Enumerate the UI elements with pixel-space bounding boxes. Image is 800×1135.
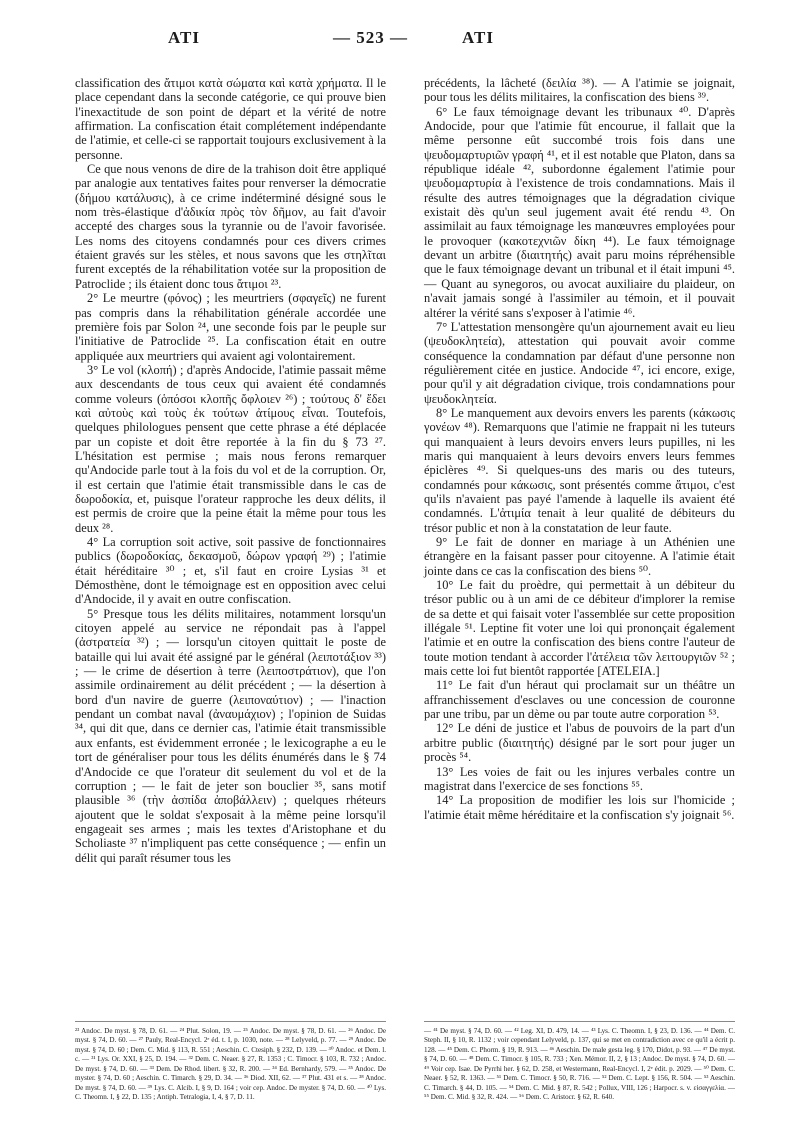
right-paragraph-2: 6° Le faux témoignage devant les tribunaux ⁴⁰. D'après Andocide, pour que l'atimie fût encourue, il fallait que la même personne eût succombé trois fois dans une ψευδομαρτυριῶν γραφή ⁴¹, et il est notable que Platon, dans sa république idéale ⁴², subordonne également l'atimie pour ψευδομαρτυρία à l'existence de trois condamnations. Mais il résulte des autres témoignages que la dégradation civique existait dès qu'un seul jugement avait été rendu ⁴³. On assimilait au faux témoignage les manœuvres employées pour le provoquer (κακοτεχνιῶν δίκη ⁴⁴). Le faux témoignage devant un arbitre (διαιτητής) avait paru moins répréhensible que le faux témoignage devant un tribunal et il était impuni ⁴⁵. — Quant au synegoros, ou avocat auxiliaire du plaideur, on n'avait jamais songé à l'assimiler au témoin, et il pouvait altérer la vérité sans s'exposer à l'atimie ⁴⁶. bbox=[424, 104, 735, 320]
left-paragraph-6: 5° Presque tous les délits militaires, notamment lorsqu'un citoyen appelé au service ne répondait pas à l'appel (ἀστρατεία ³²) ; — lorsqu'un citoyen quittait le poste de bataille qui lui avait été assigné par le général (λειποτάξιον ³³) ; — le crime de désertion à terre (λειποστράτιον), que l'on assimile ordinairement au délit précédent ; — la désertion à bord d'un navire de guerre (λειποναύτιον) ; — l'inaction pendant un combat naval (ἀναυμάχιον) ; l'opinion de Suidas ³⁴, qui dit que, dans ce dernier cas, l'atimie était transmissible aux enfants, est évidemment erronée ; le lexicographe a eu le tort de généraliser pour tous les délits énumérés dans le § 74 d'Andocide ce que l'orateur dit seulement du vol et de la corruption ; — le fait de jeter son bouclier ³⁵, sans motif plausible ³⁶ (τὴν ἀσπίδα ἀποβάλλειν) ; quelques rhéteurs ajoutent que le soldat s'exposait à la même peine lorsqu'il engageait ses armes ; mais les textes d'Aristophane et du Scholiaste ³⁷ n'impliquent pas cette conséquence ; — enfin un délit qui paraît résumer tous les bbox=[75, 606, 386, 865]
right-column bbox=[424, 76, 735, 822]
right-paragraph-5: 9° Le fait de donner en mariage à un Athénien une étrangère en la faisant passer pour citoyenne. A l'atimie était jointe dans ce cas la confiscation des biens ⁵⁰. bbox=[424, 535, 735, 578]
footnotes-right: — ⁴¹ De myst. § 74, D. 60. — ⁴² Leg. XI, D. 479, 14. — ⁴³ Lys. C. Theomn. I, § 23, D. 136. — ⁴⁴ Dem. C. Steph. II, § 10, R. 1132 ; voir cependant Lelyveld, p. 137, qui se met en contradiction avec ce qu'il a écrit p. 128. — ⁴⁵ Dem. C. Phorm. § 19, R. 913. — ⁴⁶ Aeschin. De male gesta leg. § 170, Didot, p. 93. — ⁴⁷ De myst. § 74, D. 60. — ⁴⁸ Dem. C. Timocr. § 105, R. 733 ; Xen. Mémor. II, 2, § 13 ; Andoc. De myst. § 74, D. 60. — ⁴⁹ Voir cep. Isae. De Pyrrhi her. § 62, D. 258, et Westermann, Real-Encycl. I, 2ᵉ édit. p. 2029. — ⁵⁰ Dem. C. Neaer. § 52, R. 1363. — ⁵¹ Dem. C. Timocr. § 50, R. 716. — ⁵² Dem. C. Lept. § 156, R. 504. — ⁵³ Aeschin. C. Timarch. § 44, D. 105. — ⁵⁴ Dem. C. Mid. § 87, R. 542 ; Pollux, VIII, 126 ; Harpocr. s. v. εἰσαγγελία. — ⁵⁵ Dem. C. Mid. § 32, R. 424. — ⁵⁶ Dem. C. Aristocr. § 62, R. 640. bbox=[424, 1027, 735, 1102]
running-header bbox=[75, 28, 733, 50]
left-paragraph-1: classification des ἄτιμοι κατὰ σώματα καὶ κατὰ χρήματα. Il le place cependant dans la seconde catégorie, ce qui prouve bien l'inexactitude de son point de départ et la vérité de notre affirmation. La confiscation était complétement indépendante de l'atimie, et celle-ci se rapportait toujours exclusivement à la personne. bbox=[75, 76, 386, 162]
footnote-divider-right bbox=[424, 1021, 735, 1022]
right-paragraph-1: précédents, la lâcheté (δειλία ³⁸). — A l'atimie se joignait, pour tous les délits militaires, la confiscation des biens ³⁹. bbox=[424, 76, 735, 105]
right-paragraph-6: 10° Le fait du proèdre, qui permettait à un débiteur du trésor public ou à un ami de ce débiteur d'implorer la remise de sa dette et qui faisait voter l'assemblée sur cette proposition illégale ⁵¹. Leptine fit voter une loi qui prononçait également l'atimie et en outre la confiscation des biens contre l'auteur de toute motion tendant à accorder l'ἀτέλεια τῶν λειτουργιῶν ⁵² ; mais cette loi fut bientôt rapportée [ATELEIA.] bbox=[424, 578, 735, 679]
right-paragraph-7: 11° Le fait d'un héraut qui proclamait sur un théâtre un affranchissement d'esclaves ou une concession de couronne par une tribu, par un dème ou par toute autre corporation ⁵³. bbox=[424, 678, 735, 722]
right-paragraph-4: 8° Le manquement aux devoirs envers les parents (κάκωσις γονέων ⁴⁸). Remarquons que l'atimie ne frappait ni les tuteurs qui manquaient à leurs devoirs envers leurs pupilles, ni les maris qui manquaient à leurs devoirs envers leurs femmes épiclères ⁴⁹. Si quelques-uns des maris ou des tuteurs, condamnés pour κάκωσις, sont présentés comme ἄτιμοι, c'est qu'ils n'avaient pas payé l'amende à laquelle ils avaient été condamnés. L'ἀτιμία tenait à leur qualité de débiteurs du trésor public et non à la constatation de leur faute. bbox=[424, 405, 735, 535]
left-paragraph-2: Ce que nous venons de dire de la trahison doit être appliqué par analogie aux tentatives faites pour renverser la démocratie (δήμου κατάλυσις), à ce crime indéterminé désigné sous le nom très-élastique d'ἀδικία πρὸς τὸν δῆμον, au fait d'avoir accepté des charges sous la tyrannie ou de l'avoir favorisée. Les noms des citoyens condamnés pour ces divers crimes étaient gravés sur les stèles, et nous savons que les στηλῖται furent exceptés de la réhabilitation votée sur la proposition de Patroclide ; ils étaient donc tous ἄτιμοι ²³. bbox=[75, 162, 386, 291]
right-paragraph-8: 12° Le déni de justice et l'abus de pouvoirs de la part d'un arbitre public (διαιτητής) désigné par le sort pour juger un procès ⁵⁴. bbox=[424, 721, 735, 765]
page-number: — 523 — bbox=[333, 28, 408, 47]
footnote-divider-left bbox=[75, 1021, 386, 1022]
left-paragraph-3: 2° Le meurtre (φόνος) ; les meurtriers (σφαγεῖς) ne furent pas compris dans la réhabilitation générale accordée une première fois par Solon ²⁴, une seconde fois par le peuple sur l'initiative de Patroclide ²⁵. La confiscation était en outre appliquée aux meurtriers qui avaient agi volontairement. bbox=[75, 291, 386, 363]
header-left-word: ATI bbox=[168, 28, 200, 47]
footnotes-left: ²³ Andoc. De myst. § 78, D. 61. — ²⁴ Plut. Solon, 19. — ²⁵ Andoc. De myst. § 78, D. 61. — ²⁶ Andoc. De myst. § 74, D. 60. — ²⁷ Pauly, Real-Encycl. 2ᵉ éd. t. I, p. 1030, note. — ²⁸ Lelyveld, p. 77. — ²⁹ Andoc. De myst. § 74, D. 60 ; Dem. C. Mid. § 113, R. 551 ; Aeschin. C. Ctesiph. § 232, D. 139. — ³⁰ Andoc. et Dem. l. c. — ³¹ Lys. Or. XXI, § 25, D. 194. — ³² Dem. C. Neaer. § 27, R. 1353 ; C. Timocr. § 103, R. 732 ; Andoc. De myst. § 74, D. 60. — ³³ Dem. De Rhod. libert. § 32, R. 200. — ³⁴ Ed. Bernhardy, 579. — ³⁵ Andoc. De myster. § 74, D. 60 ; Aeschin. C. Timarch. § 29, D. 34. — ³⁶ Diod. XII, 62. — ³⁷ Plut. 431 et s. — ³⁸ Andoc. De myst. § 74, D. 60. — ³⁹ Lys. C. Alcib. I, § 9, D. 164 ; voir cep. Andoc. De myster. § 74, D. 60. — ⁴⁰ Lys. C. Theomn. I, § 22, D. 135 ; Antiph. Tetralogia, I, 4, § 7, D. 11. bbox=[75, 1027, 386, 1102]
right-paragraph-10: 14° La proposition de modifier les lois sur l'homicide ; l'atimie était même héréditaire et la confiscation s'y joignait ⁵⁶. bbox=[424, 793, 735, 822]
right-paragraph-9: 13° Les voies de fait ou les injures verbales contre un magistrat dans l'exercice de ses fonctions ⁵⁵. bbox=[424, 764, 735, 793]
right-paragraph-3: 7° L'attestation mensongère qu'un ajournement avait eu lieu (ψευδοκλητεία), attestation qui pouvait avoir comme conséquence la condamnation par défaut d'une personne non régulièrement citée en justice. Andocide ⁴⁷, ici encore, exige, pour qu'il y ait dégradation civique, trois condamnations pour ψευδοκλητεία. bbox=[424, 319, 735, 406]
left-paragraph-4: 3° Le vol (κλοπή) ; d'après Andocide, l'atimie passait même aux descendants de tous ceux qui avaient été condamnés comme voleurs (ὁπόσοι κλοπῆς ὄφλοιεν ²⁶) ; τούτους δ' ἔδει καὶ αὐτοὺς καὶ τοὺς ἐκ τούτων ἀτίμους εἶναι. Toutefois, quelques philologues pensent que cette phrase a été déplacée par un copiste et doit être reportée à la fin du § 73 ²⁷. L'hésitation est permise ; mais nous ferons remarquer qu'Andocide parle tout à la fois du vol et de la corruption. Or, il est certain que l'atimie était transmissible dans le cas de δωροδοκία, et, puisque l'orateur rapproche les deux délits, il est permis de croire que la peine était la même pour tous les deux ²⁸. bbox=[75, 362, 386, 535]
header-right-word: ATI bbox=[462, 28, 494, 47]
left-paragraph-5: 4° La corruption soit active, soit passive de fonctionnaires publics (δωροδοκίας, δεκασμοῦ, δώρων γραφή ²⁹) ; l'atimie était héréditaire ³⁰ ; et, s'il faut en croire Lysias ³¹ et Démosthène, dont le témoignage est en opposition avec celui d'Andocide, il y avait en outre confiscation. bbox=[75, 535, 386, 607]
left-column bbox=[75, 76, 386, 865]
